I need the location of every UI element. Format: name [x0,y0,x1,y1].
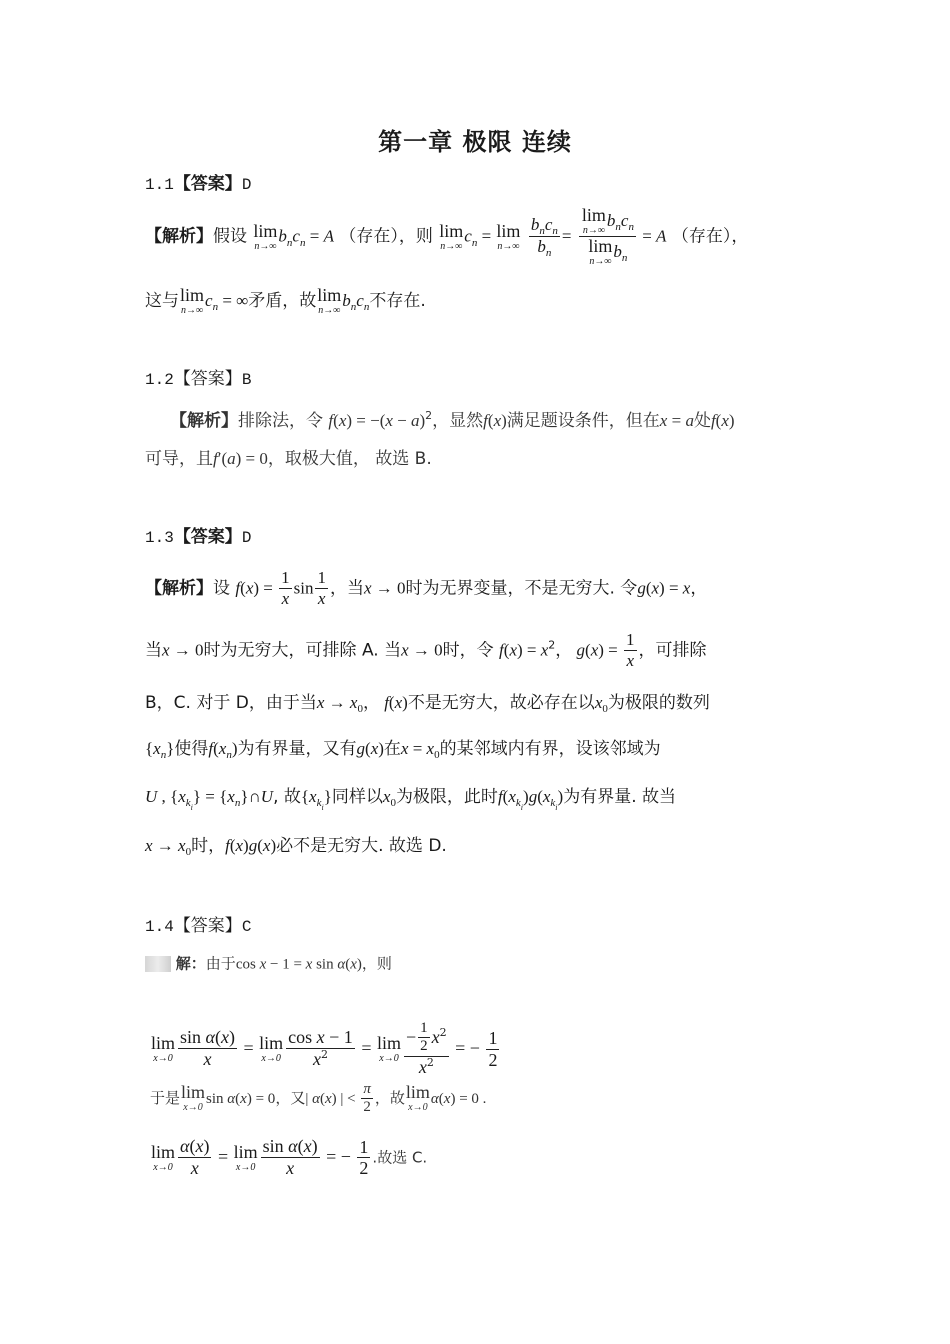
text: .故选 C. [372,1148,428,1167]
text: （存在）， [671,226,749,247]
text: 处 [693,411,711,431]
answer-label: 【答案】 [173,916,242,936]
text: ，取极大值， 故选 B. [267,449,432,469]
text: 假设 [213,226,247,247]
solution-1-3-line-1: 【解析】设 f(x) = $\frac{1}{x}$ sin $\frac{1}{x}$ ，当x → 0时为无界变量，不是无穷大. 令g(x) = x， [145,568,708,608]
text: 排除法，令 [238,411,323,431]
answer-value: C [241,918,252,936]
text: ，又 [275,1088,306,1107]
analysis-label: 【解析】 [170,411,238,431]
text: 同样以 [331,787,383,807]
text: 为极限，此时 [395,787,498,807]
problem-number: 1.1 [145,176,174,194]
answer-1-4-header [145,918,251,935]
text: ，显然 [432,411,484,431]
chapter-title: 第一章 极限 连续 [378,127,572,156]
text: 时， [191,836,226,856]
problem-number: 1.3 [145,529,174,547]
text: 时为无界变量，不是无穷大. 令 [405,578,638,599]
text: 当 [145,640,162,661]
text: 矛盾，故 [248,291,317,311]
answer-1-3-header [145,529,251,546]
solution-1-4-formula-1: lim x→0 $\frac{\text{sin α(x)}}{x}$ = lim x→0 $\frac{\text{cos x − 1}}{x^2}$ = lim x→0 − $\frac{1}{2}$ $x^2$ $x^2$ = − $\frac{1}{2}$ [151,1020,498,1077]
solution-1-3-line-4: $\{x_n\}$使得$f(x_n)$为有界量，又有g(x)在$x = x_0$的某邻域内有界，设该邻域为 [145,739,661,761]
text: 不是无穷大，故必存在以 [407,693,595,713]
answer-label: 【答案】 [173,527,242,547]
text: ，可排除 [638,640,707,661]
solution-1-2-line-2: 可导，且f′(a) = 0，取极大值， 故选 B. [145,449,432,469]
text: 必不是无穷大. 故选 D. [276,836,447,856]
answer-1-2-header [145,371,251,388]
answer-value: D [241,529,252,547]
solution-1-4-formula-2: lim x→0 $\frac{\alpha(x)}{x}$ = lim x→0 $\frac{\text{sin α(x)}}{x}$ = − $\frac{1}{2}$ .故选 C. [151,1136,428,1179]
answer-1-1-header [145,176,251,193]
text: 的某邻域内有界，设该邻域为 [439,739,661,759]
blurred-logo-icon [145,956,171,972]
text: 时，令 [442,640,494,661]
text: ，当 [329,578,364,599]
text: （存在），则 [339,226,433,247]
answer-label: 【答案】 [173,174,242,194]
text: 于是 [150,1088,181,1107]
text: 由于 [205,954,236,973]
text: ，则 [361,954,392,973]
text: 时为无穷大，可排除 A. 当 [203,640,402,661]
text: 为极限的数列 [607,693,710,713]
text: 为有界量. 故当 [563,787,677,807]
solution-1-4-line-1: 解：由于cos x − 1 = x sin α(x)，则 [145,956,392,973]
analysis-label: 【解析】 [145,226,213,247]
answer-value: B [241,371,252,389]
text: 在 [383,739,401,759]
solution-1-1-line-1: 【解析】假设 lim n→∞ $b_nc_n = A$ （存在），则 lim n→∞ $c_n$ = lim n→∞ $\frac{b_nc_n}{b_n}$ = lim n→∞ $b_nc_n$ lim n→∞ $b_n$ = A （存在）， [145,205,749,267]
problem-number: 1.4 [145,918,174,936]
analysis-label: 【解析】 [145,578,213,599]
text: 设 [213,578,230,599]
solution-1-3-line-3: B，C. 对于 D，由于当$x \to x_0$， f(x)不是无穷大，故必存在以$x_0$为极限的数列 [145,693,710,715]
text: B，C. 对于 D，由于当 [145,693,317,713]
text: , 故 [273,787,301,807]
solution-1-4-line-3: 于是 lim x→0 sin α(x) = 0，又| α(x) | < $\frac{\pi}{2}$ ，故 lim x→0 α(x) = 0 . [150,1081,487,1116]
solution-1-3-line-6: $x \to x_0$时，f(x)g(x)必不是无穷大. 故选 D. [145,836,447,858]
solution-1-1-line-2: 这与 lim n→∞ $c_n$ = ∞矛盾，故 lim n→∞ $b_nc_n$不存在. [145,285,426,316]
solution-1-2-line-1: 【解析】排除法，令 $f(x) = -(x - a)^2$，显然f(x)满足题设条件，但在x = a处f(x) [170,409,735,431]
solution-label: 解： [175,954,206,973]
text: ，故 [374,1088,405,1107]
solution-1-3-line-2: 当x → 0时为无穷大，可排除 A. 当x → 0时，令 $f(x) = x^2$， g(x) = $\frac{1}{x}$ ，可排除 [145,630,707,670]
text: 可导，且 [145,449,213,469]
text: 满足题设条件，但在 [506,411,660,431]
text: 不存在. [369,291,426,311]
problem-number: 1.2 [145,371,174,389]
text: 为有界量，又有 [237,739,357,759]
answer-label: 【答案】 [173,369,242,389]
solution-1-3-line-5: U , $\{x_{k_i}\}$ = $\{x_n\}\cap U$, 故$\{x_{k_i}\}$同样以$x_0$为极限，此时$f(x_{k_i})g(x_{k_i})$为有界量. 故当 [145,787,677,812]
answer-value: D [241,176,252,194]
text: 这与 [145,291,179,311]
text: 使得 [174,739,209,759]
